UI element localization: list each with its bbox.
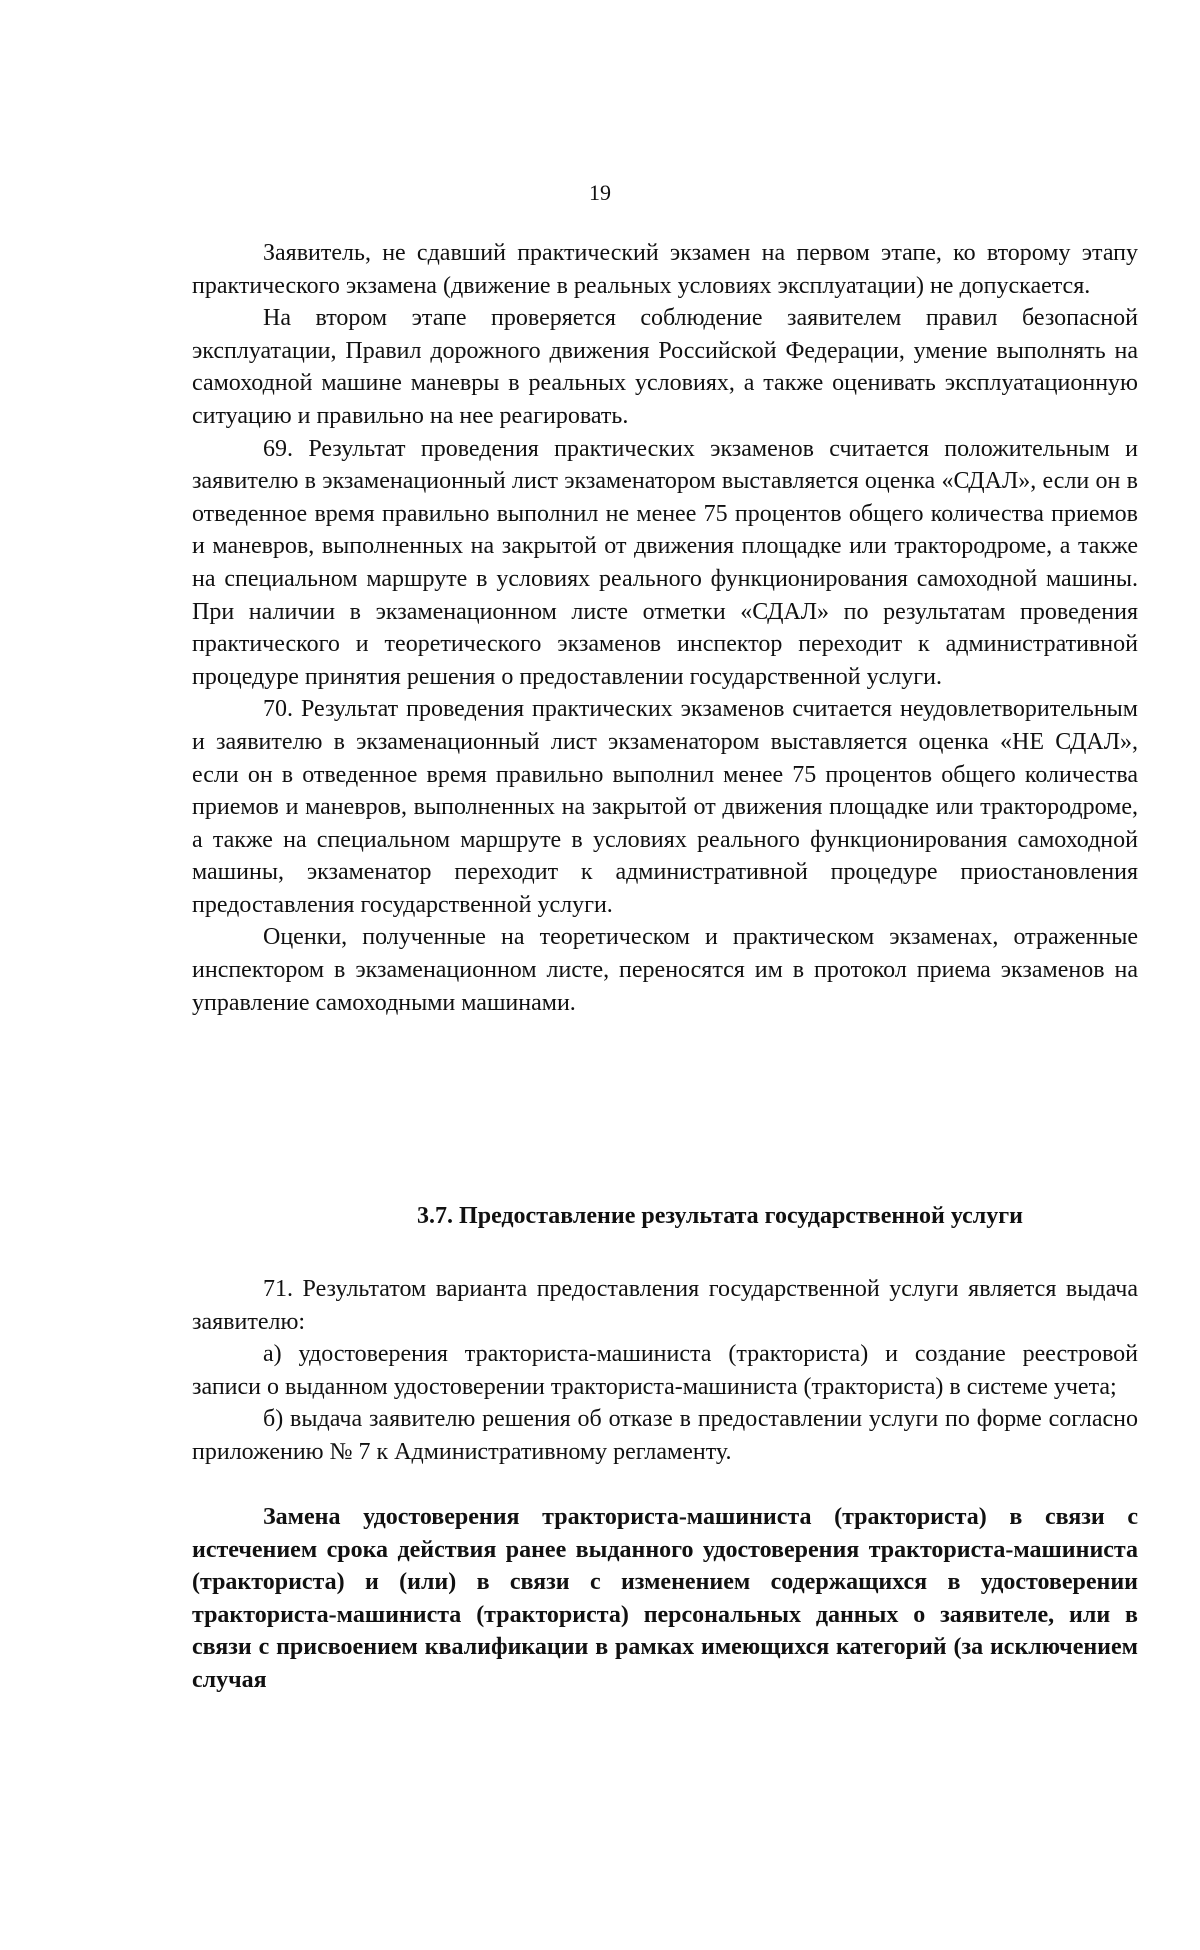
text-block-bold [192, 1501, 1138, 1697]
bold-paragraph: Замена удостоверения тракториста-машиниста (тракториста) в связи с истечением срока действия ранее выданного удостоверения тракториста-машиниста (тракториста) и (или) в связи с изменением содержащихся в удостоверении тракториста-машиниста (тракториста) персональных данных о заявителе, или в связи с присвоением квалификации в рамках имеющихся категорий (за исключением случая [192, 1504, 1138, 1693]
list-item-a: а) удостоверения тракториста-машиниста (тракториста) и создание реестровой записи о выданном удостоверении тракториста-машиниста (тракториста) в системе учета; [192, 1341, 1138, 1400]
paragraph-item-70: 70. Результат проведения практических экзаменов считается неудовлетворительным и заявителю в экзаменационный лист экзаменатором выставляется оценка «НЕ СДАЛ», если он в отведенное время правильно выполнил менее 75 процентов общего количества приемов и маневров, выполненных на закрытой от движения площадке или трактородроме, а также на специальном маршруте в условиях реального функционирования самоходной машины, экзаменатор переходит к административной процедуре приостановления предоставления государственной услуги. [192, 696, 1138, 918]
section-heading: 3.7. Предоставление результата государственной услуги [417, 1203, 1023, 1229]
text-block-service-result [192, 1273, 1138, 1469]
list-item-b: б) выдача заявителю решения об отказе в предоставлении услуги по форме согласно приложению № 7 к Административному регламенту. [192, 1406, 1138, 1465]
paragraph-item-71: 71. Результатом варианта предоставления государственной услуги является выдача заявителю: [192, 1276, 1138, 1335]
paragraph: Заявитель, не сдавший практический экзамен на первом этапе, ко второму этапу практического экзамена (движение в реальных условиях эксплуатации) не допускается. [192, 240, 1138, 299]
paragraph-item-69: 69. Результат проведения практических экзаменов считается положительным и заявителю в экзаменационный лист экзаменатором выставляется оценка «СДАЛ», если он в отведенное время правильно выполнил не менее 75 процентов общего количества приемов и маневров, выполненных на закрытой от движения площадке или трактородроме, а также на специальном маршруте в условиях реального функционирования самоходной машины. При наличии в экзаменационном листе отметки «СДАЛ» по результатам проведения практического и теоретического экзаменов инспектор переходит к административной процедуре принятия решения о предоставлении государственной услуги. [192, 435, 1138, 690]
paragraph: Оценки, полученные на теоретическом и практическом экзаменах, отраженные инспектором в экзаменационном листе, переносятся им в протокол приема экзаменов на управление самоходными машинами. [192, 924, 1138, 1016]
paragraph: На втором этапе проверяется соблюдение заявителем правил безопасной эксплуатации, Правил дорожного движения Российской Федерации, умение выполнять на самоходной машине маневры в реальных условиях, а также оценивать эксплуатационную ситуацию и правильно на нее реагировать. [192, 305, 1138, 429]
text-block-exam-results [192, 237, 1138, 1019]
page-number: 19 [589, 180, 611, 205]
